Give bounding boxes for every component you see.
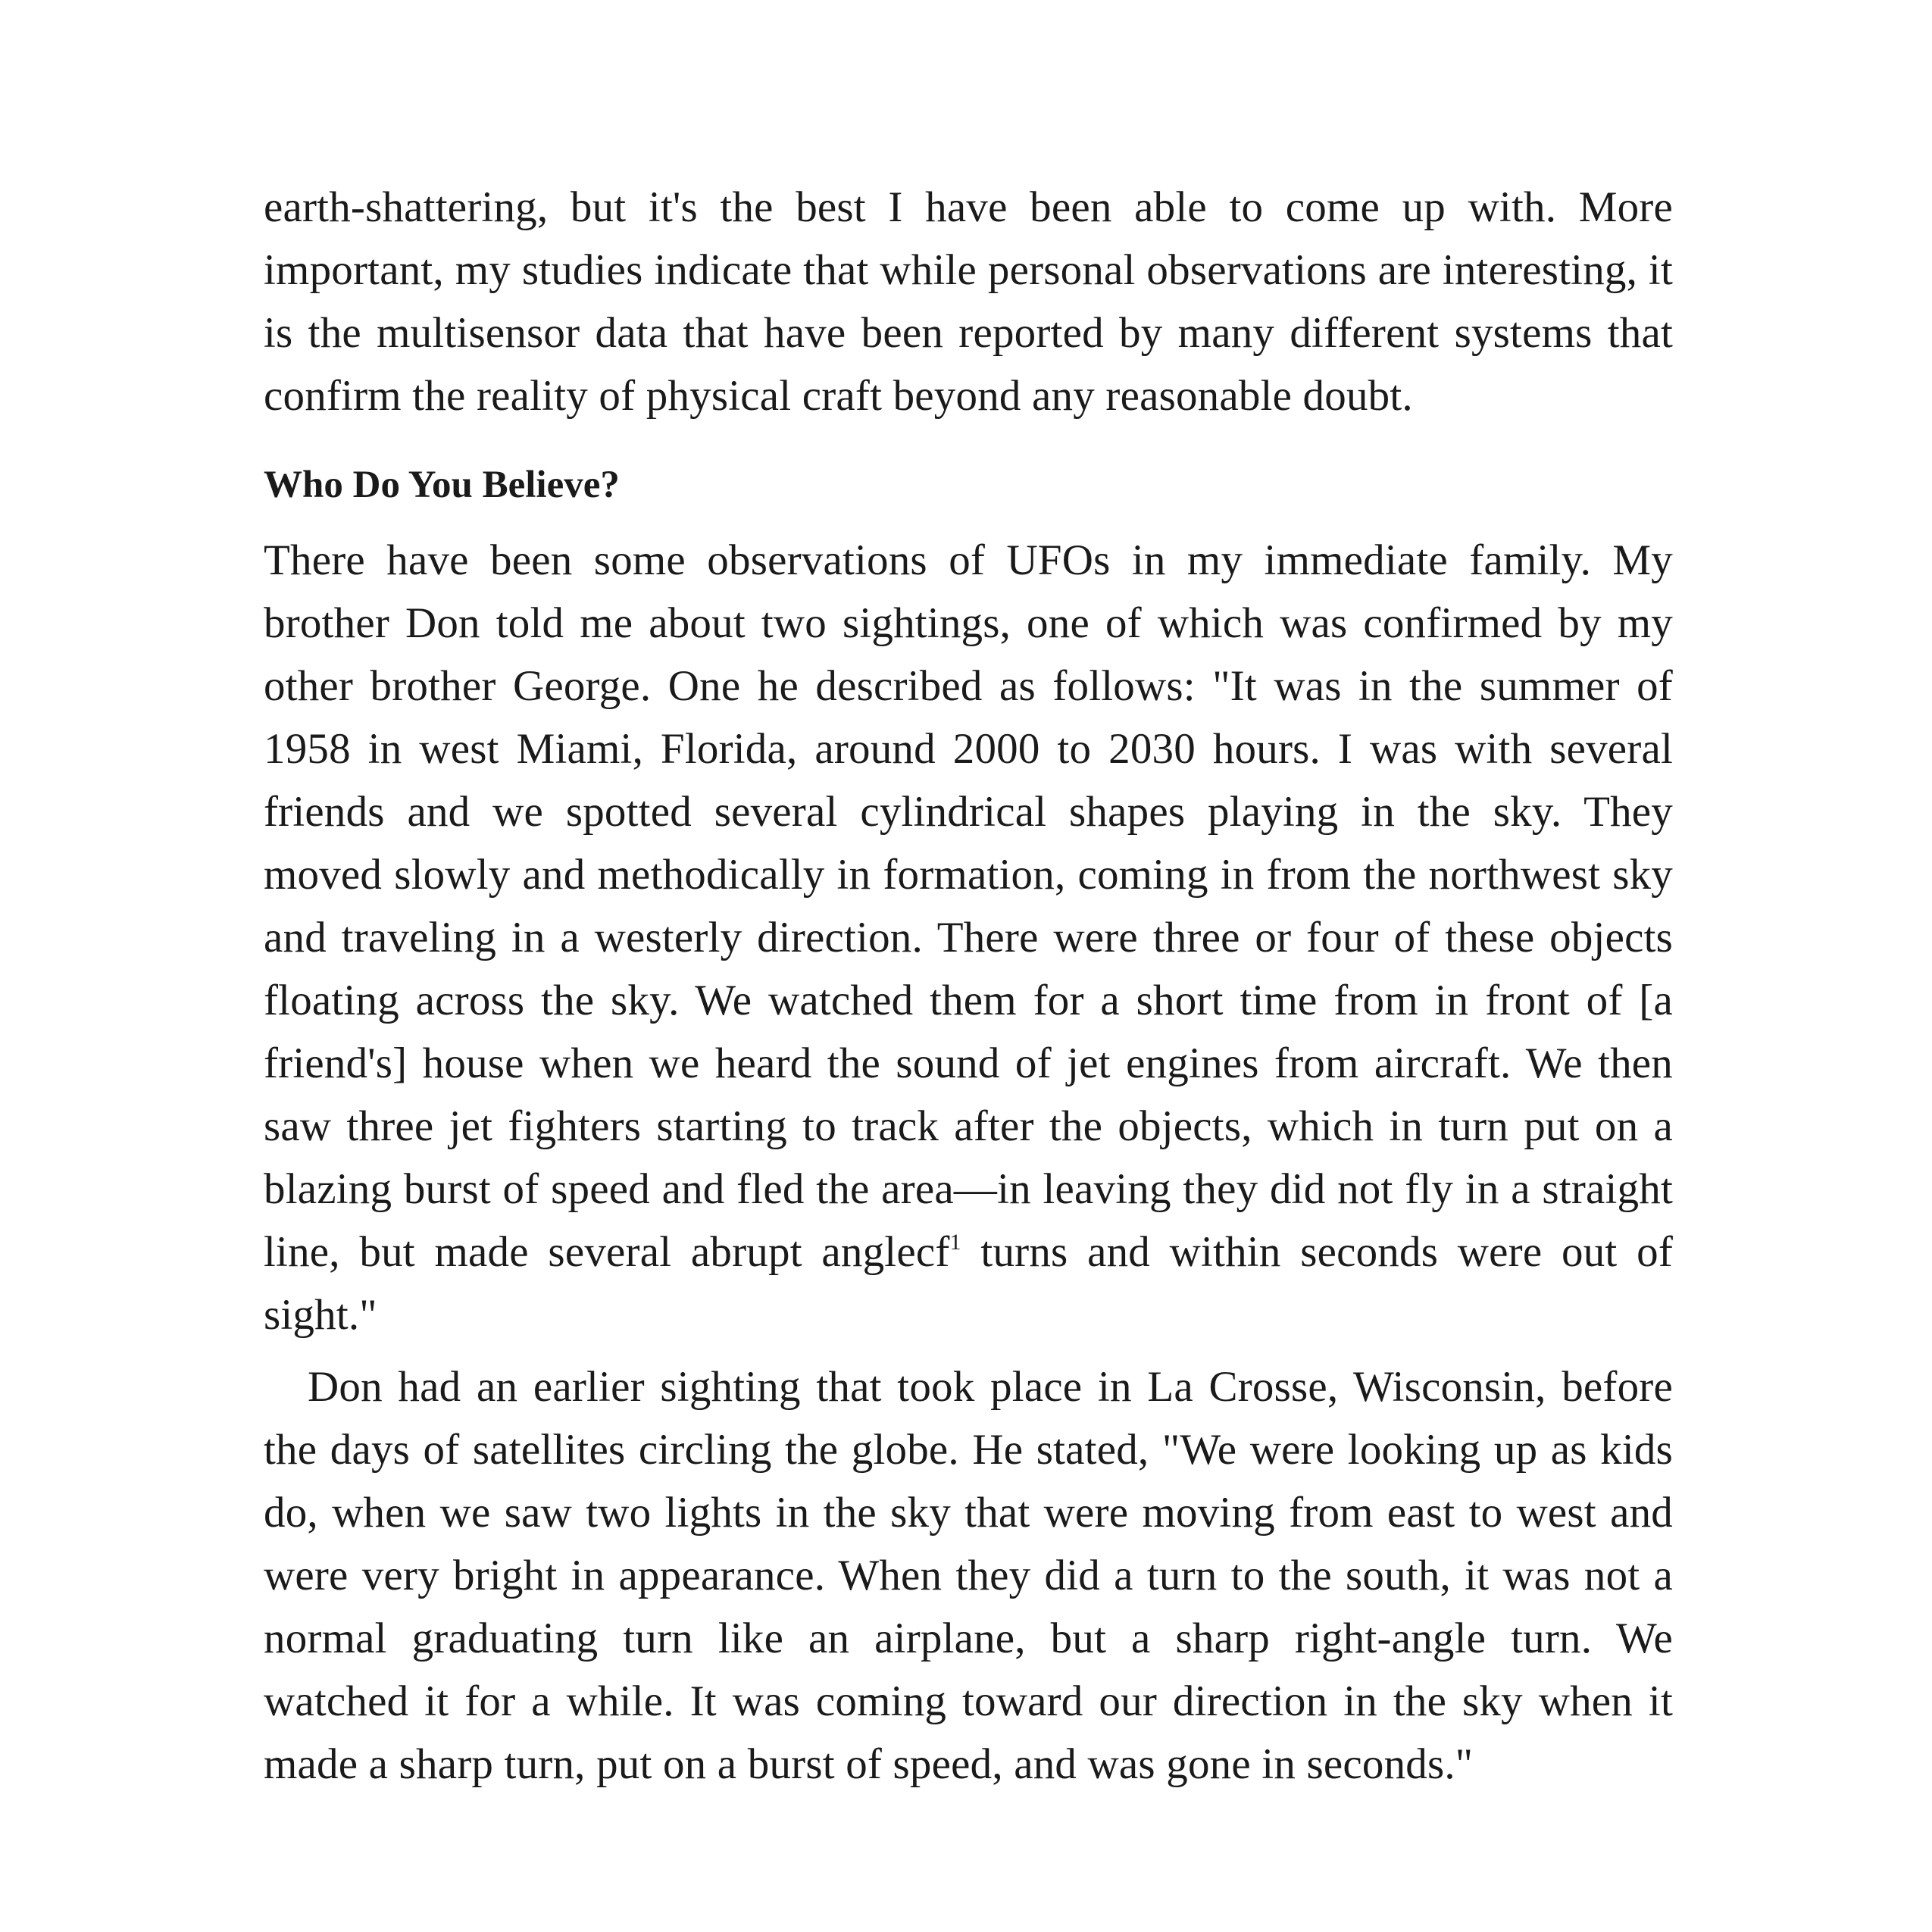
paragraph-la-crosse-sighting: Don had an earlier sighting that took place in La Crosse, Wisconsin, before the days of satellites circling the globe. He stated, "We were looking up as kids do, when we saw two lights in the sky that were moving from east to west and were very bright in appearance. When they did a turn to the south, it was not a normal graduating turn like an airplane, but a sharp right-angle turn. We watched it for a while. It was coming toward our direction in the sky when it made a sharp turn, put on a burst of speed, and was gone in seconds." <box>264 1363 1673 1788</box>
paragraph-family-sightings-end: turns and within seconds were out of sight." <box>264 1228 1673 1339</box>
paragraph-family-sightings <box>264 529 1673 1346</box>
page-body <box>264 176 1673 1796</box>
footnote-marker: 1 <box>949 1230 961 1255</box>
paragraph-intro: earth-shattering, but it's the best I have been able to come up with. More important, my studies indicate that while personal observations are interesting, it is the multisensor data that have been reported by many different systems that confirm the reality of physical craft beyond any reasonable doubt. <box>264 183 1673 420</box>
paragraph-family-sightings-text: There have been some observations of UFOs in my immediate family. My brother Don told me about two sightings, one of which was confirmed by my other brother George. One he described as follows: "It was in the summer of 1958 in west Miami, Florida, around 2000 to 2030 hours. I was with several friends and we spotted several cylindrical shapes playing in the sky. They moved slowly and methodically in formation, coming in from the northwest sky and traveling in a westerly direction. There were three or four of these objects floating across the sky. We watched them for a short time from in front of [a friend's] house when we heard the sound of jet engines from aircraft. We then saw three jet fighters starting to track after the objects, which in turn put on a blazing burst of speed and fled the area—in leaving they did not fly in a straight line, but made several abrupt anglecf <box>264 536 1673 1276</box>
section-heading: Who Do You Believe? <box>264 464 620 506</box>
